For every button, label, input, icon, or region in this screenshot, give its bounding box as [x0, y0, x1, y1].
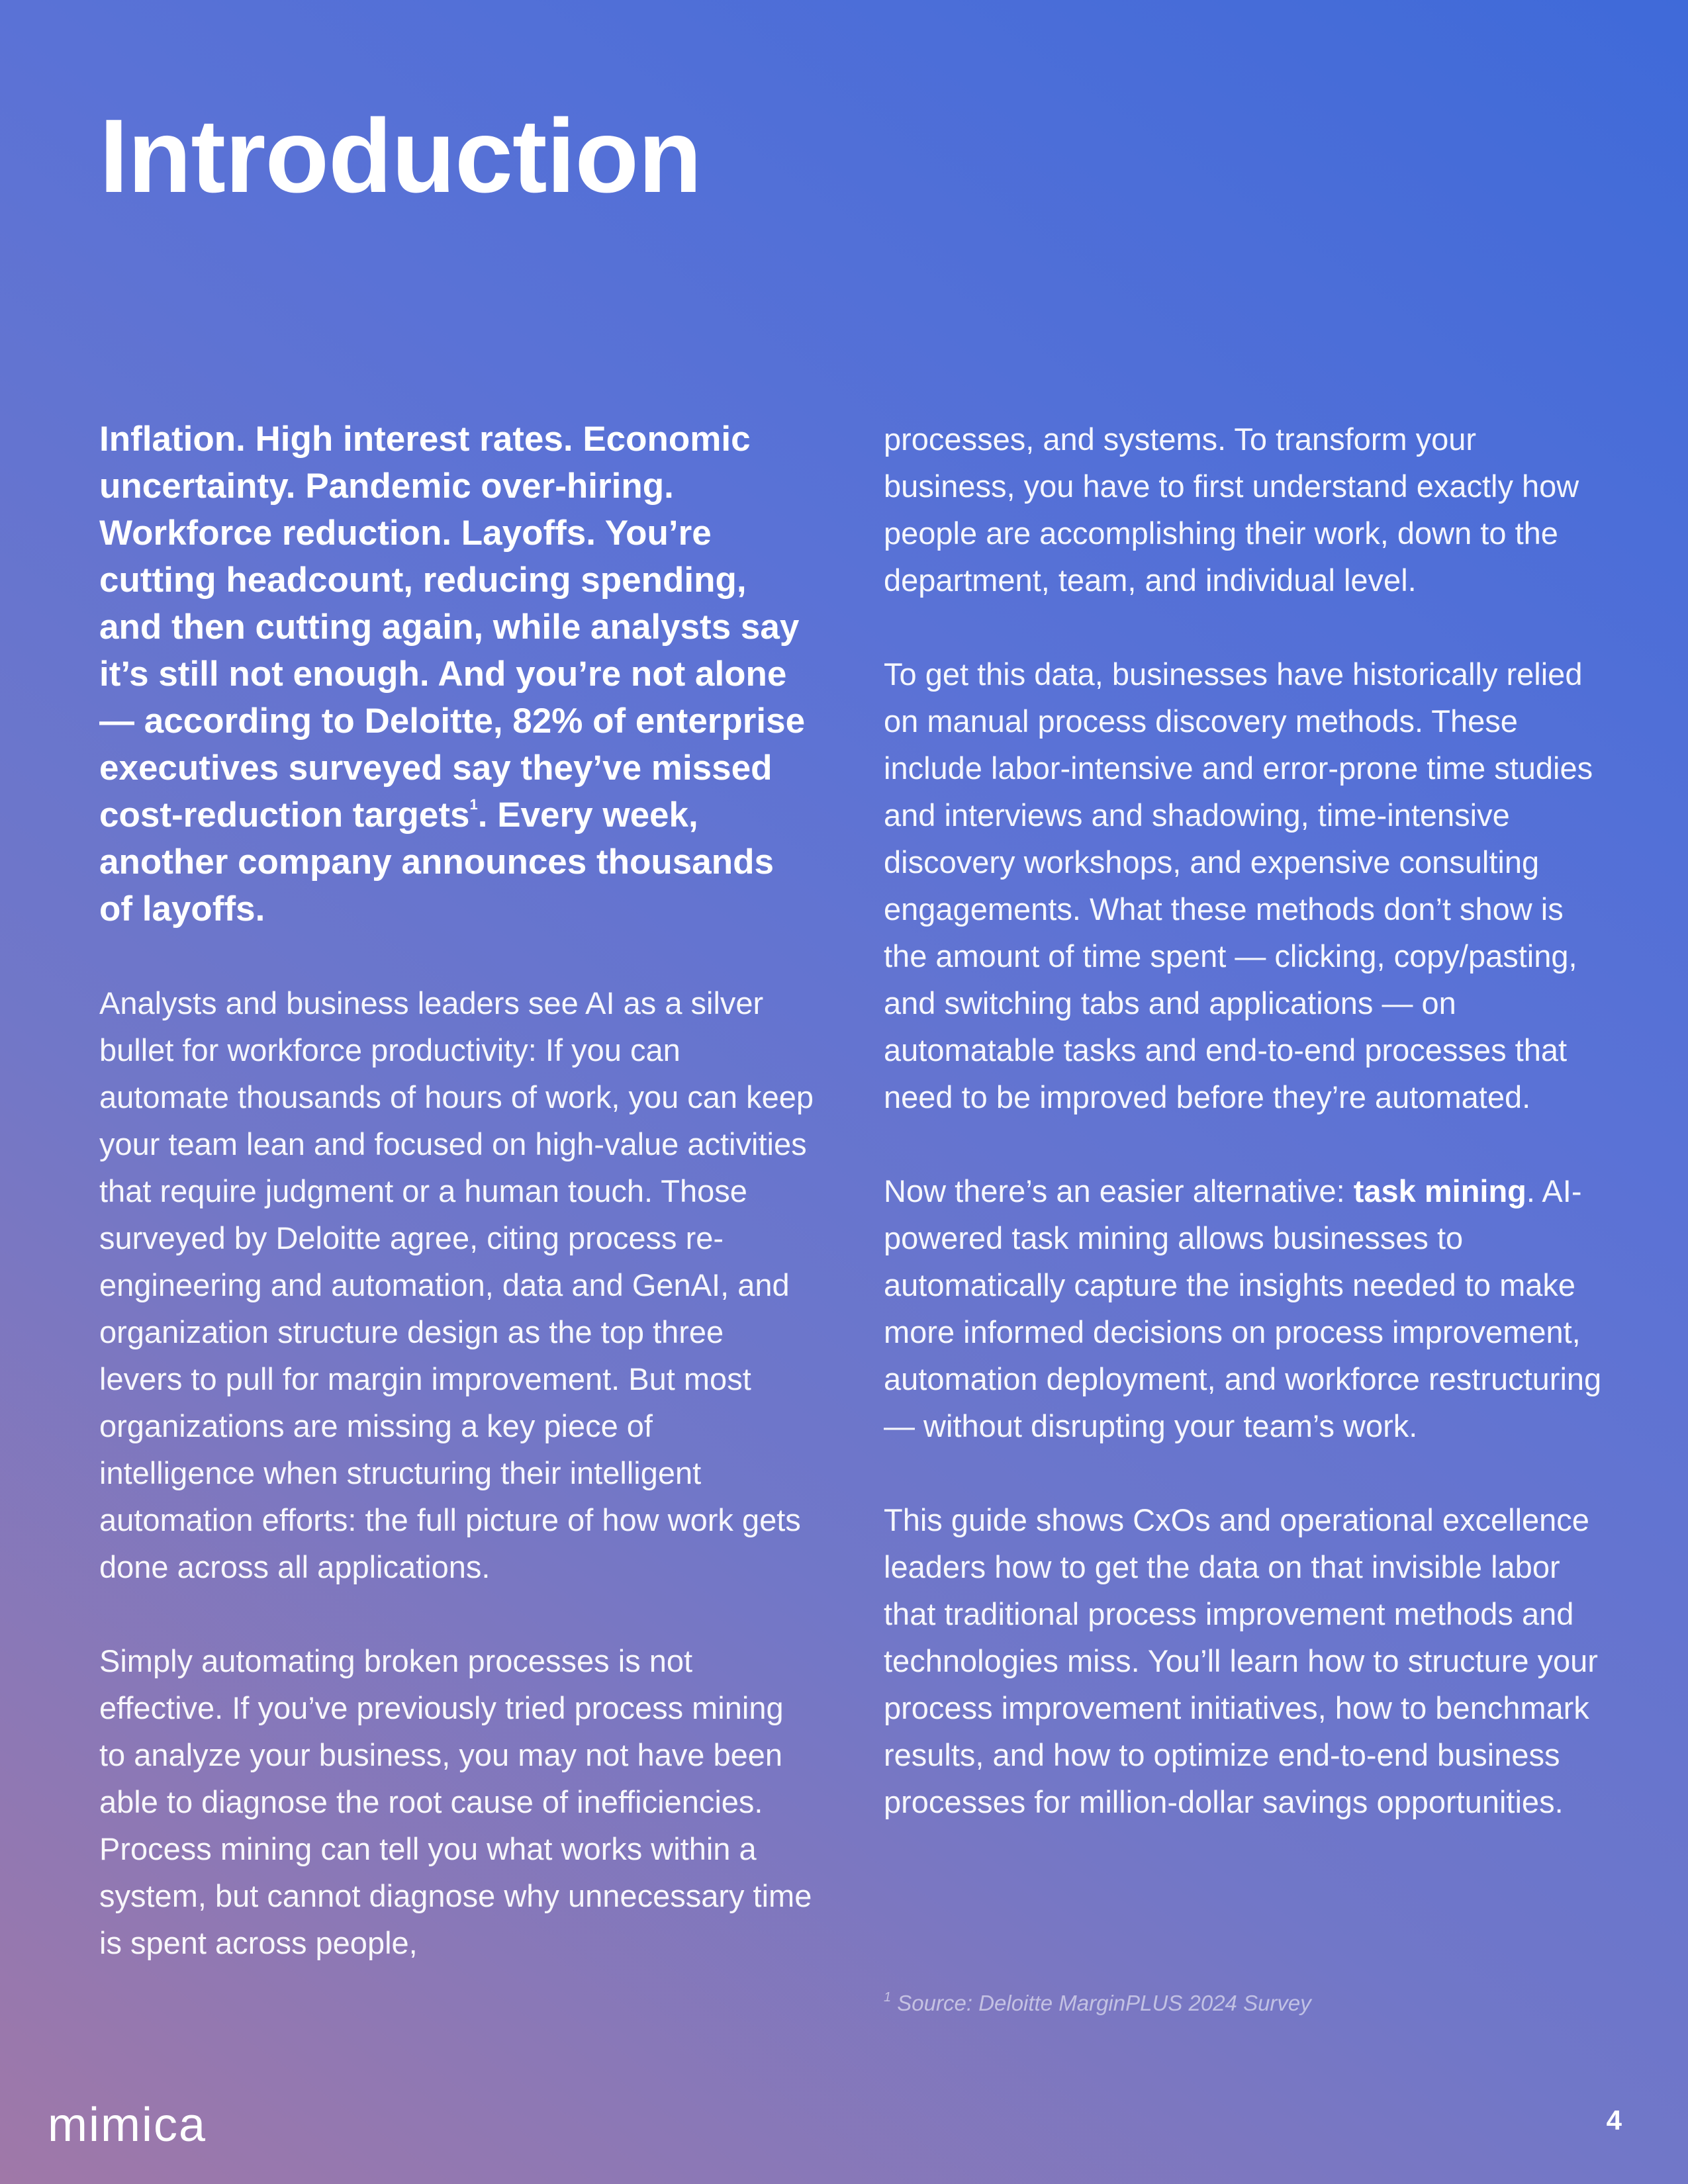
body-paragraph: Simply automating broken processes is not effective. If you’ve previously tried process mining to analyze your business, you may not have been able to diagnose the root cause of inefficiencies. Process mining can tell you what works within a system, but cannot diagnose why unnecessary time is spent across people, — [99, 1643, 812, 1960]
lead-text: Inflation. High interest rates. Economic uncertainty. Pandemic over-hiring. Workforce reduction. Layoffs. You’re cutting headcount, reducing spending, and then cutting again, while analysts say it’s still not enough. And you’re not alone — according to Deloitte, 82% of enterprise executives surveyed say they’ve missed cost-reduction targets — [99, 420, 806, 835]
body-paragraph: To get this data, businesses have historically relied on manual process discovery methods. These include labor-intensive and error-prone time studies and interviews and shadowing, time-intensive discovery workshops, and expensive consulting engagements. What these methods don’t show is the amount of time spent — clicking, copy/pasting, and switching tabs and applications — on automatable tasks and end-to-end processes that need to be improved before they’re automated. — [884, 657, 1593, 1115]
body-paragraph: processes, and systems. To transform your business, you have to first understand exactly how people are accomplishing their work, down to the department, team, and individual level. — [884, 422, 1579, 598]
left-column — [99, 416, 814, 1966]
body-paragraph: This guide shows CxOs and operational excellence leaders how to get the data on that invisible labor that traditional process improvement methods and technologies miss. You’ll learn how to structure your process improvement initiatives, how to benchmark results, and how to optimize end-to-end business processes for million-dollar savings opportunities. — [884, 1502, 1598, 1819]
page-number: 4 — [1606, 2105, 1622, 2136]
body-paragraph: Analysts and business leaders see AI as a silver bullet for workforce productivity: If you can automate thousands of hours of work, you can keep your team lean and focused on high-value activities that require judgment or a human touch. Those surveyed by Deloitte agree, citing process re-engineering and automation, data and GenAI, and organization structure design as the top three levers to pull for margin improvement. But most organizations are missing a key piece of intelligence when structuring their intelligent automation efforts: the full picture of how work gets done across all applications. — [99, 985, 814, 1584]
footnote — [884, 1991, 1311, 2016]
footnote-marker: 1 — [884, 1990, 892, 2005]
body-text-end: . AI-powered task mining allows businesses to automatically capture the insights needed to make more informed decisions on process improvement, automation deployment, and workforce restructuring — without disrupting your team’s work. — [884, 1173, 1602, 1443]
body-paragraph — [884, 1167, 1605, 1449]
lead-text-end: . Every week, another company announces thousands of layoffs. — [99, 796, 774, 929]
brand-logo: mimica — [48, 2099, 207, 2152]
footnote-text: Source: Deloitte MarginPLUS 2024 Survey — [891, 1991, 1311, 2015]
body-text: Now there’s an easier alternative: — [884, 1173, 1354, 1208]
page-title: Introduction — [99, 98, 702, 214]
right-column — [884, 416, 1605, 1825]
footnote-reference: 1 — [469, 796, 478, 813]
highlight-term: task mining — [1353, 1173, 1526, 1208]
lead-paragraph — [99, 416, 814, 933]
